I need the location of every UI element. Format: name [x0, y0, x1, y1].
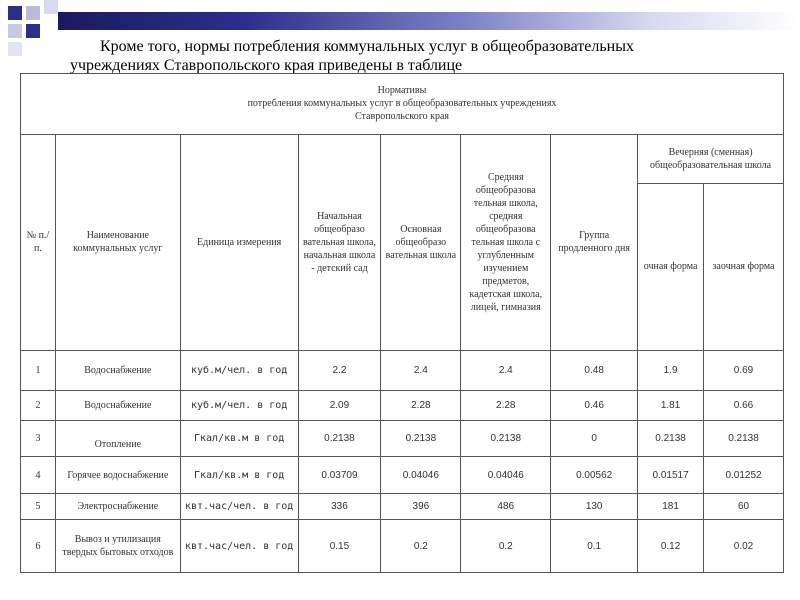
row-value-basic: 0.04046	[381, 457, 461, 494]
row-value-extended-day: 0.46	[551, 391, 638, 420]
row-num: 5	[21, 493, 56, 519]
header-unit: Единица измерения	[180, 134, 298, 350]
row-value-evening-full-time: 1.9	[638, 350, 704, 391]
header-evening-correspondence: заочная форма	[704, 183, 784, 350]
row-value-evening-correspondence: 0.66	[704, 391, 784, 420]
row-value-secondary: 486	[461, 493, 551, 519]
row-unit: Гкал/кв.м в год	[180, 420, 298, 457]
row-value-evening-correspondence: 60	[704, 493, 784, 519]
row-value-basic: 2.28	[381, 391, 461, 420]
table-title-line-2: потребления коммунальных услуг в общеобразовательных учреждениях	[247, 98, 557, 110]
row-value-evening-correspondence: 0.2138	[704, 420, 784, 457]
row-value-evening-correspondence: 0.01252	[704, 457, 784, 494]
table-title-line-3: Ставропольского края	[355, 111, 449, 123]
row-unit: куб.м/чел. в год	[180, 391, 298, 420]
deco-square	[8, 6, 22, 20]
row-service: Водоснабжение	[55, 391, 180, 420]
header-extended-day: Группа продленного дня	[551, 134, 638, 350]
row-num: 4	[21, 457, 56, 494]
row-value-basic: 2.4	[381, 350, 461, 391]
row-value-primary: 0.15	[298, 520, 381, 573]
heading-line-1: Кроме того, нормы потребления коммунальных услуг в общеобразовательных	[100, 38, 634, 55]
table-row	[21, 350, 784, 391]
norms-table	[20, 73, 784, 573]
row-value-primary: 2.2	[298, 350, 381, 391]
header-evening-full-time: очная форма	[638, 183, 704, 350]
row-unit: квт.час/чел. в год	[180, 493, 298, 519]
row-value-extended-day: 130	[551, 493, 638, 519]
row-value-primary: 0.03709	[298, 457, 381, 494]
row-value-basic: 0.2	[381, 520, 461, 573]
header-row-1	[21, 134, 784, 183]
table-title-row	[21, 74, 784, 135]
table-row	[21, 457, 784, 494]
deco-square	[26, 24, 40, 38]
table-title	[21, 74, 784, 135]
row-value-basic: 396	[381, 493, 461, 519]
row-value-evening-correspondence: 0.69	[704, 350, 784, 391]
row-value-secondary: 0.04046	[461, 457, 551, 494]
table-row	[21, 493, 784, 519]
header-name: Наименование коммунальных услуг	[55, 134, 180, 350]
header-primary-school: Начальная общеобразо вательная школа, начальная школа - детский сад	[298, 134, 381, 350]
table-row	[21, 420, 784, 457]
row-unit: Гкал/кв.м в год	[180, 457, 298, 494]
row-num: 2	[21, 391, 56, 420]
row-value-evening-full-time: 0.2138	[638, 420, 704, 457]
deco-square	[26, 6, 40, 20]
row-service: Электроснабжение	[55, 493, 180, 519]
header-evening-school: Вечерняя (сменная) общеобразовательная школа	[638, 134, 784, 183]
row-value-evening-correspondence: 0.02	[704, 520, 784, 573]
table-row	[21, 520, 784, 573]
row-value-secondary: 2.4	[461, 350, 551, 391]
row-value-extended-day: 0	[551, 420, 638, 457]
row-value-secondary: 0.2	[461, 520, 551, 573]
heading-line-2: учреждениях Ставропольского края приведены в таблице	[70, 57, 463, 74]
table-row	[21, 391, 784, 420]
table-title-line-1: Нормативы	[377, 85, 427, 97]
row-value-primary: 0.2138	[298, 420, 381, 457]
row-value-extended-day: 0.48	[551, 350, 638, 391]
row-value-evening-full-time: 1.81	[638, 391, 704, 420]
row-unit: куб.м/чел. в год	[180, 350, 298, 391]
row-value-evening-full-time: 0.01517	[638, 457, 704, 494]
row-value-basic: 0.2138	[381, 420, 461, 457]
page-heading	[70, 37, 790, 75]
row-service: Вывоз и утилизация твердых бытовых отходов	[55, 520, 180, 573]
corner-decoration	[0, 0, 70, 60]
deco-square	[8, 24, 22, 38]
row-value-primary: 336	[298, 493, 381, 519]
row-service: Отопление	[55, 420, 180, 457]
row-value-evening-full-time: 0.12	[638, 520, 704, 573]
row-num: 6	[21, 520, 56, 573]
header-basic-school: Основная общеобразо вательная школа	[381, 134, 461, 350]
row-value-secondary: 2.28	[461, 391, 551, 420]
row-num: 1	[21, 350, 56, 391]
row-num: 3	[21, 420, 56, 457]
row-unit: квт.час/чел. в год	[180, 520, 298, 573]
header-secondary-school: Средняя общеобразова тельная школа, средняя общеобразова тельная школа с углубленным изучением предметов, кадетская школа, лицей, гимназия	[461, 134, 551, 350]
row-value-extended-day: 0.00562	[551, 457, 638, 494]
row-service: Водоснабжение	[55, 350, 180, 391]
row-value-extended-day: 0.1	[551, 520, 638, 573]
deco-square	[44, 0, 58, 14]
row-value-secondary: 0.2138	[461, 420, 551, 457]
deco-square	[8, 42, 22, 56]
header-num: № п./п.	[21, 134, 56, 350]
row-service: Горячее водоснабжение	[55, 457, 180, 494]
header-gradient-bar	[58, 12, 800, 30]
row-value-evening-full-time: 181	[638, 493, 704, 519]
row-value-primary: 2.09	[298, 391, 381, 420]
